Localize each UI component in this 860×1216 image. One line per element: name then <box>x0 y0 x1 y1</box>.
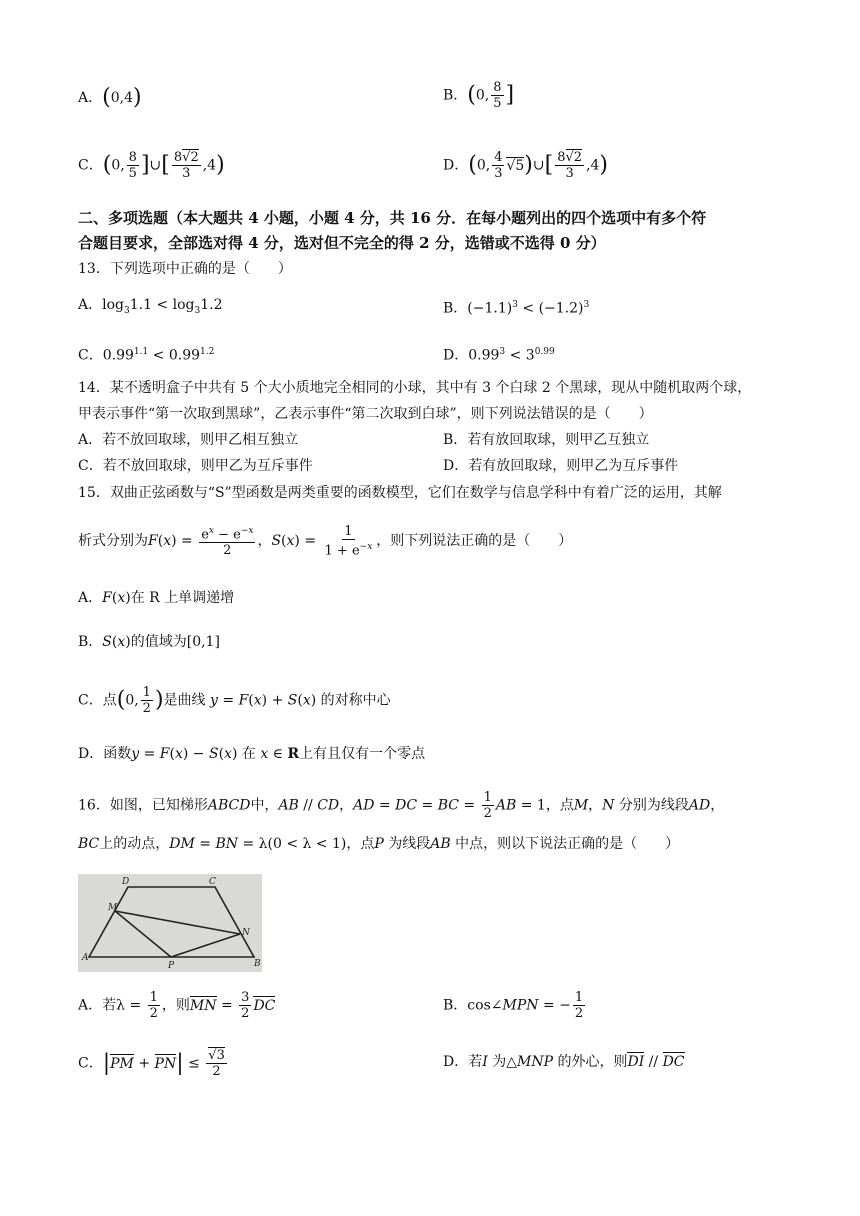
q15-stem-line2: 析式分别为F(x) = $\frac{e^x - e^{-x}}{2}$ ，S(x) = $\frac{1}{1 + e^{-x}}$ ，则下列说法正确的是（ ） <box>78 524 573 559</box>
q15-option-c: C．点(0, $\frac{1}{2}$ )是曲线 y = F(x) + S(x) 的对称中心 <box>78 685 391 716</box>
q12-option-b: B．(0, $\frac{8}{5}$ ] <box>443 80 515 111</box>
label-c: C <box>209 877 216 887</box>
q14-stem-line2: 甲表示事件“第一次取到黑球”，乙表示事件“第二次取到白球”，则下列说法错误的是（ ） <box>78 406 653 422</box>
q13-option-c: C．$0.99^{1.1} < 0.99^{1.2}$ <box>78 347 215 364</box>
label-p: P <box>168 961 175 971</box>
label-m: M <box>108 903 118 913</box>
segment-pn <box>171 934 240 957</box>
label-a: A <box>82 953 89 963</box>
label-b: B <box>254 959 261 969</box>
q14-option-a: A．若不放回取球，则甲乙相互独立 <box>78 432 299 448</box>
q14-stem-line1: 14．某不透明盒子中共有 5 个大小质地完全相同的小球，其中有 3 个白球 2 个黑球，现从中随机取两个球， <box>78 380 752 396</box>
section2-title-line2: 合题目要求，全部选对得 4 分，选对但不完全的得 2 分，选错或不选得 0 分） <box>78 234 606 252</box>
q14-option-d: D．若有放回取球，则甲乙为互斥事件 <box>443 458 679 474</box>
q15-stem-line1: 15．双曲正弦函数与“S”型函数是两类重要的函数模型，它们在数学与信息学科中有着广泛的运用，其解 <box>78 485 722 501</box>
segment-mp <box>115 911 171 957</box>
q15-option-a: A．F(x)在 R 上单调递增 <box>78 590 235 606</box>
q16-option-c: C．|PM + PN| ≤ $\frac{√3}{2}$ <box>78 1048 225 1079</box>
q15-option-b: B．S(x)的值域为[0,1] <box>78 634 220 650</box>
label-d: D <box>122 877 130 887</box>
section2-title-line1: 二、多项选题（本大题共 4 小题，小题 4 分，共 16 分．在每小题列出的四个选项中有多个符 <box>78 209 707 227</box>
q16-stem-line2: BC上的动点，DM = BN = λ(0 < λ < 1)，点P 为线段AB 中点，则以下说法正确的是（ ） <box>78 836 680 852</box>
q16-option-d: D．若I 为△MNP 的外心，则DI // DC <box>443 1054 685 1070</box>
q12-option-d: D．(0, $\frac{4}{3}$ √5)∪[ $\frac{8√2}{3}$ ,4) <box>443 150 609 181</box>
q13-option-a: A．$\log_31.1 < \log_31.2$ <box>78 297 223 316</box>
q14-option-b: B．若有放回取球，则甲乙互独立 <box>443 432 650 448</box>
q12-option-c: C．(0, $\frac{8}{5}$ ]∪[ $\frac{8√2}{3}$ ,4) <box>78 150 225 181</box>
trapezoid-figure <box>78 874 262 972</box>
q16-stem-line1: 16．如图，已知梯形ABCD中，AB // CD，AD = DC = BC = $\frac{1}{2}$ AB = 1，点M，N 分别为线段AD， <box>78 790 725 821</box>
q13-option-b: B．$(-1.1)^3 < (-1.2)^3$ <box>443 300 590 317</box>
q12-option-a: A．(0,4) <box>78 85 142 110</box>
q13-stem: 13．下列选项中正确的是（ ） <box>78 261 292 277</box>
q13-option-d: D．$0.99^3 < 3^{0.99}$ <box>443 347 555 364</box>
segment-mn <box>115 911 240 934</box>
q16-option-b: B．cos∠MPN = − $\frac{1}{2}$ <box>443 990 584 1021</box>
q16-option-a: A．若λ = $\frac{1}{2}$ ，则MN = $\frac{3}{2}$ DC <box>78 990 276 1021</box>
q14-option-c: C．若不放回取球，则甲乙为互斥事件 <box>78 458 313 474</box>
label-n: N <box>242 928 250 938</box>
trapezoid-diagram <box>78 874 262 972</box>
q15-option-d: D．函数y = F(x) − S(x) 在 x ∈ R上有且仅有一个零点 <box>78 746 426 762</box>
